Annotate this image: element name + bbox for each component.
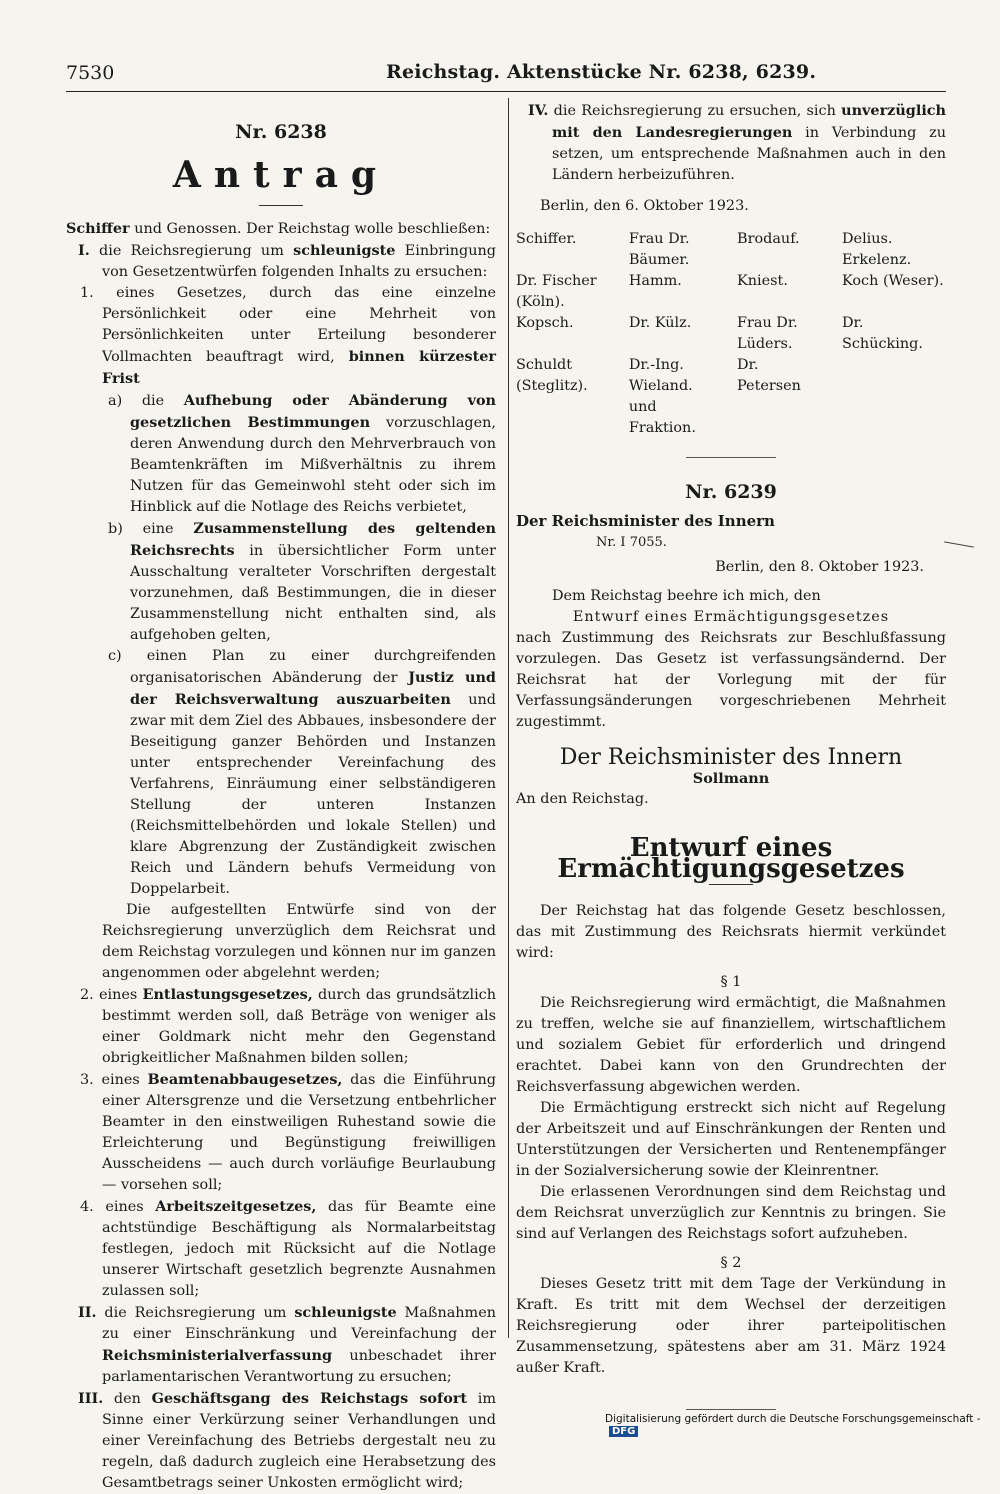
signer: Dr. Fischer (Köln). <box>516 273 597 310</box>
item-1b: b) eine Zusammenstellung des geltenden Reichsrechts in übersichtlicher Form unter Ausschaltung veralteter Vorschriften dergestalt vorzunehmen, daß Bestimmungen, die in dieser Zusammenstellung nicht enthalten sind, als aufgehoben gelten, <box>108 520 497 643</box>
item-1: 1. eines Gesetzes, durch das eine einzelne Persönlichkeit oder eine Mehrheit von Persönlichkeiten unter Erteilung besonderer Vollmachten beauftragt wird, binnen kürzester Frist <box>80 285 496 387</box>
signer: Frau Dr. Lüders. <box>737 315 798 352</box>
date-6238: Berlin, den 6. Oktober 1923. <box>540 198 749 214</box>
document-number: Nr. 6238 <box>235 121 327 143</box>
section-1-para-1: Die Reichsregierung wird ermächtigt, die Maßnahmen zu treffen, welche sie auf finanziellem, wirtschaftlichem und sozialem Gebiet für erforderlich und dringend erachtet. Dabei kann von den Grundrechten der Reichsverfassung abgewichen werden. <box>516 995 946 1095</box>
enacting-clause: Der Reichstag hat das folgende Gesetz beschlossen, das mit Zustimmung des Reichsrats hiermit verkündet wird: <box>516 903 946 961</box>
document-title: Antrag <box>172 154 390 196</box>
margin-mark <box>944 541 974 547</box>
signer: Delius. Erkelenz. <box>842 231 912 268</box>
signer: Kopsch. <box>516 315 574 331</box>
item-4: 4. eines Arbeitszeitgesetzes, das für Beamte eine achtstündige Beschäftigung als Normalarbeitstag festlegen, jedoch mit Rücksicht auf die Notlage unserer Wirtschaft gesetzlich begrenzte Ausnahmen zulassen soll; <box>80 1198 496 1299</box>
signature-title: Der Reichsminister des Innern <box>559 745 903 770</box>
item-1a: a) die Aufhebung oder Abänderung von gesetzlichen Bestimmungen vorzuschlagen, deren Anwendung durch den Mehrverbrauch von Beamtenkräften im Mißverhältnis zu ihrem Nutzen für das Gemeinwohl steht oder sich im Hinblick auf die Notlage des Reichs verbietet, <box>108 392 497 515</box>
signer: Schuldt (Steglitz). <box>516 357 588 394</box>
intro-paragraph: Schiffer und Genossen. Der Reichstag wolle beschließen: <box>66 220 491 237</box>
addressee: An den Reichstag. <box>516 791 649 807</box>
date-6239: Berlin, den 8. Oktober 1923. <box>715 559 924 575</box>
sender-heading: Der Reichsminister des Innern <box>516 512 775 530</box>
section-1-para-3: Die erlassenen Verordnungen sind dem Reichstag und dem Reichsrat unverzüglich zur Kenntnis zu bringen. Sie sind auf Verlangen des Reichstags sofort aufzuheben. <box>516 1184 946 1242</box>
intro-name: Schiffer <box>66 220 130 237</box>
header-rule <box>66 91 946 92</box>
signer: Dr. Schücking. <box>842 315 923 352</box>
signer: Kniest. <box>737 273 788 289</box>
title-rule <box>259 205 303 206</box>
signer: Dr. Petersen <box>737 357 801 394</box>
letter-line-1: Dem Reichstag beehre ich mich, den <box>552 588 821 604</box>
draft-rule <box>709 884 753 885</box>
section-rule <box>686 457 776 458</box>
footer <box>605 1413 1000 1437</box>
signer: Koch (Weser). <box>842 273 944 289</box>
clause-IV: IV. die Reichsregierung zu ersuchen, sich unverzüglich mit den Landesregierungen in Verbindung zu setzen, um entsprechende Maßnahmen auch in den Ländern herbeizuführen. <box>528 102 947 183</box>
left-column <box>66 100 496 1494</box>
reference-number: Nr. I 7055. <box>596 535 667 550</box>
item-2: 2. eines Entlastungsgesetzes, durch das grundsätzlich bestimmt werden soll, daß Beträge von weniger als einer Goldmark nicht mehr den Gegenstand obrigkeitlicher Maßnahmen bilden sollen; <box>80 986 496 1066</box>
draft-title: Entwurf eines Ermächtigungsgesetzes <box>557 833 905 884</box>
section-1-para-2: Die Ermächtigung erstreckt sich nicht auf Regelung der Arbeitszeit und auf Einschränkungen der Renten und Unterstützungen der Versicherten und Rentenempfänger in der Sozialversicherung sowie der Kleinrentner. <box>516 1100 946 1179</box>
signer: Schiffer. <box>516 231 577 247</box>
dfg-logo: DFG <box>609 1426 638 1437</box>
signature-name: Sollmann <box>692 770 770 787</box>
signer: Hamm. <box>628 273 682 289</box>
letter-line-2: Entwurf eines Ermächtigungsgesetzes <box>572 609 890 625</box>
section-2-para-1: Dieses Gesetz tritt mit dem Tage der Verkündung in Kraft. Es tritt mit dem Wechsel der derzeitigen Reichsregierung oder ihrer parteipolitischen Zusammensetzung, spätestens aber am 31. März 1924 außer Kraft. <box>516 1276 946 1376</box>
end-rule <box>686 1409 776 1410</box>
page-header <box>66 62 946 88</box>
signer: Dr.-Ing. Wieland. <box>628 357 693 394</box>
signer: Frau Dr. Bäumer. <box>628 231 690 268</box>
column-divider <box>508 98 509 1338</box>
running-title: Reichstag. Aktenstücke Nr. 6238, 6239. <box>386 61 817 83</box>
signer: Brodauf. <box>737 231 800 247</box>
footer-text: Digitalisierung gefördert durch die Deutsche Forschungsgemeinschaft - <box>605 1413 981 1425</box>
clause-II: II. die Reichsregierung um schleunigste Maßnahmen zu einer Einschränkung und Vereinfachung der Reichsministerialverfassung unbeschadet ihrer parlamentarischen Verantwortung zu ersuchen; <box>78 1304 496 1385</box>
page-number: 7530 <box>66 62 115 84</box>
signer: und Fraktion. <box>628 399 696 436</box>
section-2-heading: § 2 <box>720 1255 742 1271</box>
item-3: 3. eines Beamtenabbaugesetzes, das die Einführung einer Altersgrenze und die Versetzung entbehrlicher Beamter in den einstweiligen Ruhestand sowie die Erleichterung und Begünstigung freiwilligen Ausscheidens — auch durch vorläufige Beurlaubung — vorsehen soll; <box>80 1071 496 1193</box>
right-column <box>516 100 946 1434</box>
document-number-2: Nr. 6239 <box>685 481 777 503</box>
signer: Dr. Külz. <box>628 315 692 331</box>
clause-III: III. den Geschäftsgang des Reichstags sofort im Sinne einer Verkürzung seiner Verhandlungen und einer Vereinfachung des Betriebs dergestalt neu zu regeln, daß dadurch zugleich eine Herabsetzung des Gesamtbetrags seiner Unkosten ermöglicht wird; <box>78 1390 497 1491</box>
clause-I: I. die Reichsregierung um schleunigste Einbringung von Gesetzentwürfen folgenden Inhalts zu ersuchen: <box>78 242 497 280</box>
signatories <box>516 229 946 439</box>
section-1-heading: § 1 <box>720 974 742 990</box>
letter-body: nach Zustimmung des Reichsrats zur Beschlußfassung vorzulegen. Das Gesetz ist verfassungsändernd. Der Reichsrat hat der Vorlegung mit der für Verfassungsänderungen vorgeschriebenen Mehrheit zugestimmt. <box>516 630 946 730</box>
item-1-closing: Die aufgestellten Entwürfe sind von der Reichsregierung unverzüglich dem Reichsrat und dem Reichstag vorzulegen und können nur im ganzen angenommen oder abgelehnt werden; <box>102 902 496 981</box>
item-1c: c) einen Plan zu einer durchgreifenden organisatorischen Abänderung der Justiz und der Reichsverwaltung auszuarbeiten und zwar mit dem Ziel des Abbaues, insbesondere der Beseitigung ganzer Behörden und Instanzen unter entsprechender Vereinfachung des Verfahrens, Einräumung einer selbständigeren Stellung der unteren Instanzen (Reichsmittelbehörden und lokale Stellen) und klare Abgrenzung der Zuständigkeit zwischen Reich und Ländern behufs Vermeidung von Doppelarbeit. <box>108 648 496 897</box>
